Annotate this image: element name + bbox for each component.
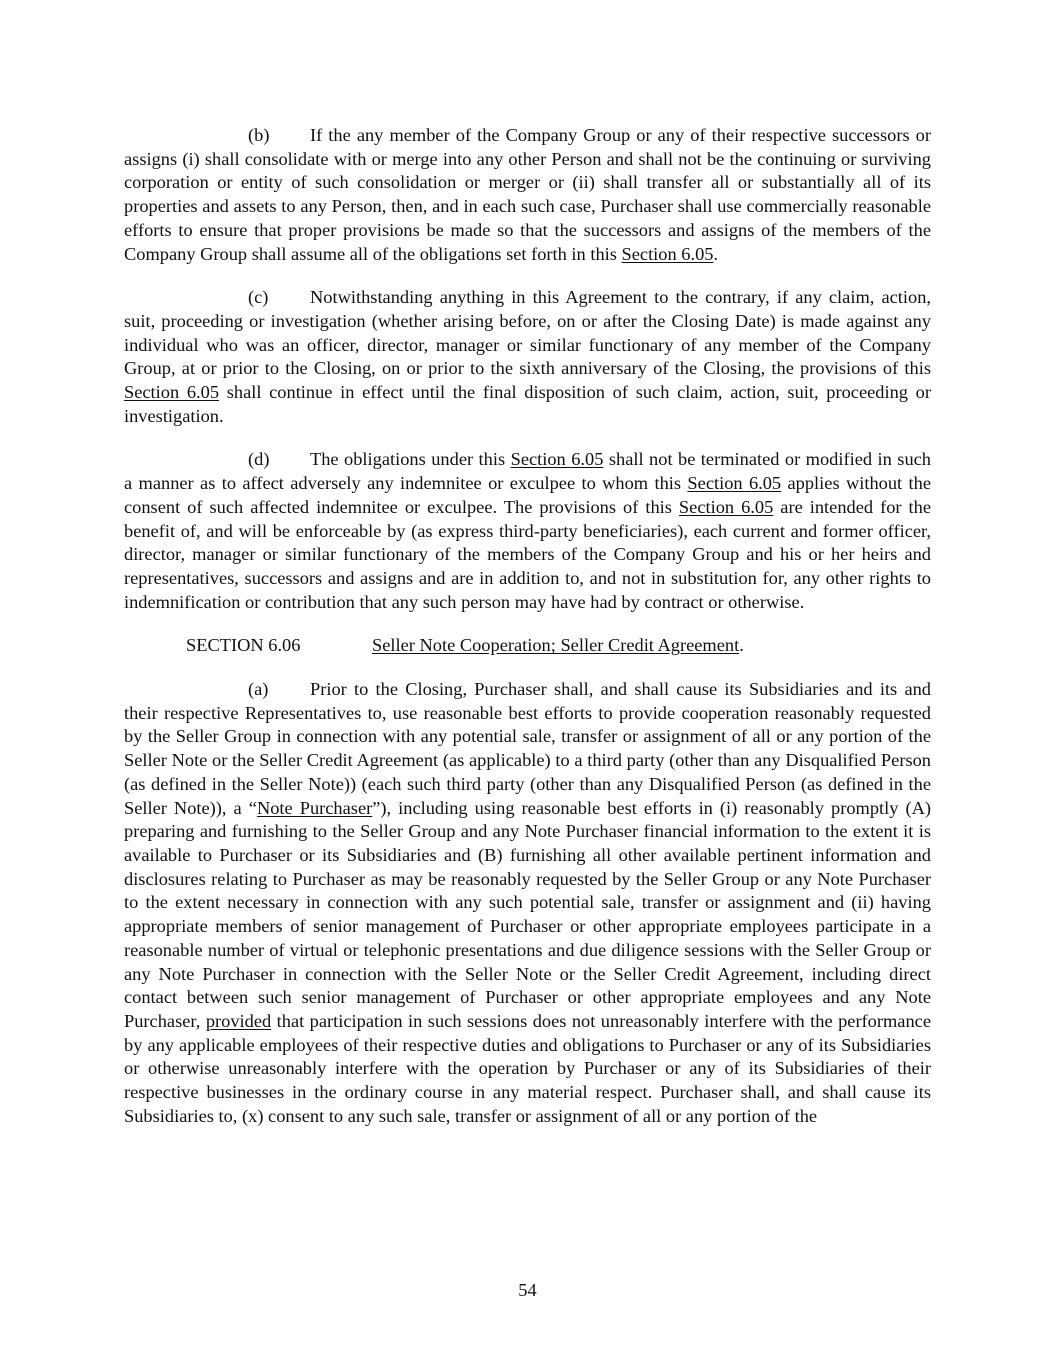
- section-title-period: .: [739, 635, 744, 656]
- section-number: SECTION 6.06: [186, 635, 301, 656]
- paragraph-marker-a: (a): [248, 679, 269, 700]
- paragraph-d-text-3: applies without the consent of such affected indemnitee or exculpee. The provisions of this: [124, 473, 931, 517]
- paragraph-a-text-1: Prior to the Closing, Purchaser shall, and shall cause its Subsidiaries and its and their respective Representatives to, use reasonable best efforts to provide cooperation reasonably requested by the Seller Group in connection with any potential sale, transfer or assignment of all or any portion of the Seller Note or the Seller Credit Agreement (as applicable) to a third party (other than any Disqualified Person (as defined in the Seller Note)) (each such third party (other than any Disqualified Person (as defined in the Seller Note)), a “: [124, 679, 931, 818]
- paragraph-d-text-4: are intended for the benefit of, and will be enforceable by (as express third-party beneficiaries), each current and former officer, director, manager or similar functionary of the members of the Company Group and his or her heirs and representatives, successors and assigns and are in addition to, and not in substitution for, any other rights to indemnification or contribution that any such person may have had by contract or otherwise.: [124, 496, 931, 612]
- document-page: [124, 124, 931, 1128]
- paragraph-a: [124, 678, 931, 1128]
- section-reference: Section 6.05: [678, 496, 774, 517]
- provided-term: provided: [205, 1010, 272, 1031]
- paragraph-marker-d: (d): [248, 449, 270, 470]
- paragraph-d: [124, 448, 931, 614]
- paragraph-b-text-1: If the any member of the Company Group or any of their respective successors or assigns (i) shall consolidate with or merge into any other Person and shall not be the continuing or surviving corporation or entity of such consolidation or merger or (ii) shall transfer all or substantially all of its properties and assets to any Person, then, and in each such case, Purchaser shall use commercially reasonable efforts to ensure that proper provisions be made so that the successors and assigns of the members of the Company Group shall assume all of the obligations set forth in this: [124, 125, 931, 264]
- paragraph-d-text-2: shall not be terminated or modified in such a manner as to affect adversely any indemnitee or exculpee to whom this: [124, 449, 931, 494]
- paragraph-d-text-1: The obligations under this: [310, 449, 511, 470]
- paragraph-c-text-2: shall continue in effect until the final disposition of such claim, action, suit, proceeding or investigation.: [124, 382, 931, 426]
- paragraph-b-text-2: .: [713, 243, 719, 264]
- section-reference: Section 6.05: [510, 449, 604, 470]
- paragraph-c: [124, 286, 931, 428]
- page-number: 54: [518, 1280, 537, 1300]
- paragraph-a-text-3: that participation in such sessions does not unreasonably interfere with the performance by any applicable employees of their respective duties and obligations to Purchaser or any of its Subsidiaries or otherwise unreasonably interfere with the operation by Purchaser or any of its Subsidiaries of their respective businesses in the ordinary course in any material respect. Purchaser shall, and shall cause its Subsidiaries to, (x) consent to any such sale, transfer or assignment of all or any portion of the: [124, 1010, 931, 1126]
- section-reference: Section 6.05: [621, 243, 714, 264]
- defined-term: Note Purchaser: [256, 797, 373, 818]
- section-title: Seller Note Cooperation; Seller Credit Agreement: [372, 635, 740, 656]
- paragraph-a-text-2: ”), including using reasonable best efforts in (i) reasonably promptly (A) preparing and furnishing to the Seller Group and any Note Purchaser financial information to the extent it is available to Purchaser or its Subsidiaries and (B) furnishing all other available pertinent information and disclosures relating to Purchaser as may be reasonably requested by the Seller Group or any Note Purchaser to the extent necessary in connection with any such potential sale, transfer or assignment and (ii) having appropriate members of senior management of Purchaser or other appropriate employees participate in a reasonable number of virtual or telephonic presentations and due diligence sessions with the Seller Group or any Note Purchaser in connection with the Seller Note or the Seller Credit Agreement, including direct contact between such senior management of Purchaser or other appropriate employees and any Note Purchaser,: [124, 797, 931, 1031]
- section-heading-6-06: [124, 634, 931, 658]
- paragraph-c-text-1: Notwithstanding anything in this Agreement to the contrary, if any claim, action, suit, proceeding or investigation (whether arising before, on or after the Closing Date) is made against any individual who was an officer, director, manager or similar functionary of any member of the Company Group, at or prior to the Closing, on or prior to the sixth anniversary of the Closing, the provisions of this: [124, 287, 931, 379]
- paragraph-marker-b: (b): [248, 125, 270, 145]
- section-reference: Section 6.05: [124, 382, 220, 403]
- paragraph-marker-c: (c): [248, 287, 269, 308]
- paragraph-b: [124, 124, 931, 266]
- section-reference: Section 6.05: [687, 473, 782, 494]
